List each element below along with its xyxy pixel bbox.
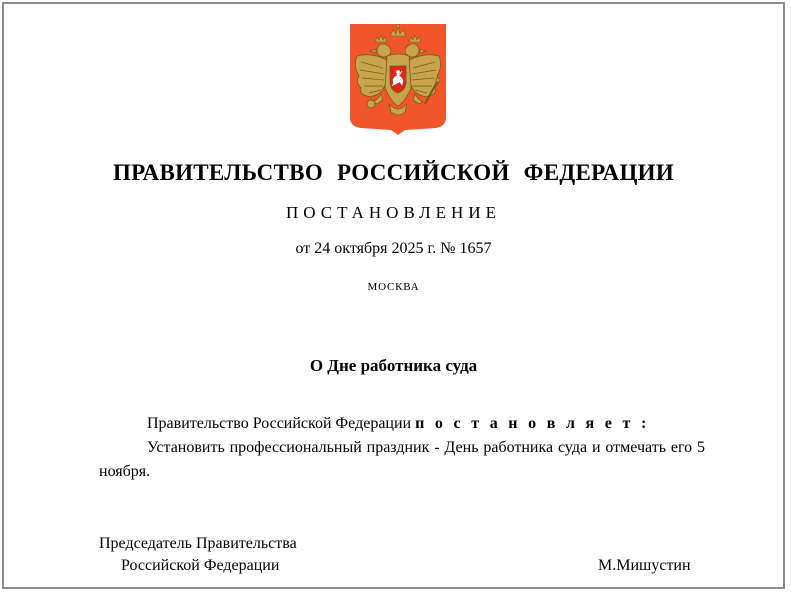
document-body — [99, 412, 705, 484]
decree-verb: п о с т а н о в л я е т : — [415, 415, 650, 432]
signatory-name: М.Мишустин — [598, 557, 691, 574]
document-type: ПОСТАНОВЛЕНИЕ — [285, 203, 501, 222]
preamble-text: Правительство Российской Федерации — [147, 415, 416, 432]
government-title: ПРАВИТЕЛЬСТВО РОССИЙСКОЙ ФЕДЕРАЦИИ — [112, 160, 675, 185]
preamble-paragraph — [99, 412, 705, 436]
document-city: МОСКВА — [367, 281, 420, 293]
document-heading: О Дне работника суда — [309, 356, 478, 375]
position-line-1: Председатель Правительства — [99, 535, 297, 552]
resolution-paragraph: Установить профессиональный праздник - День работника суда и отмечать его 5 ноября. — [99, 439, 705, 480]
signatory-position — [99, 533, 297, 577]
position-line-2: Российской Федерации — [121, 557, 280, 574]
document-date-number: от 24 октября 2025 г. № 1657 — [295, 240, 492, 257]
document-page — [2, 2, 785, 589]
russian-coat-of-arms-icon — [347, 22, 449, 136]
